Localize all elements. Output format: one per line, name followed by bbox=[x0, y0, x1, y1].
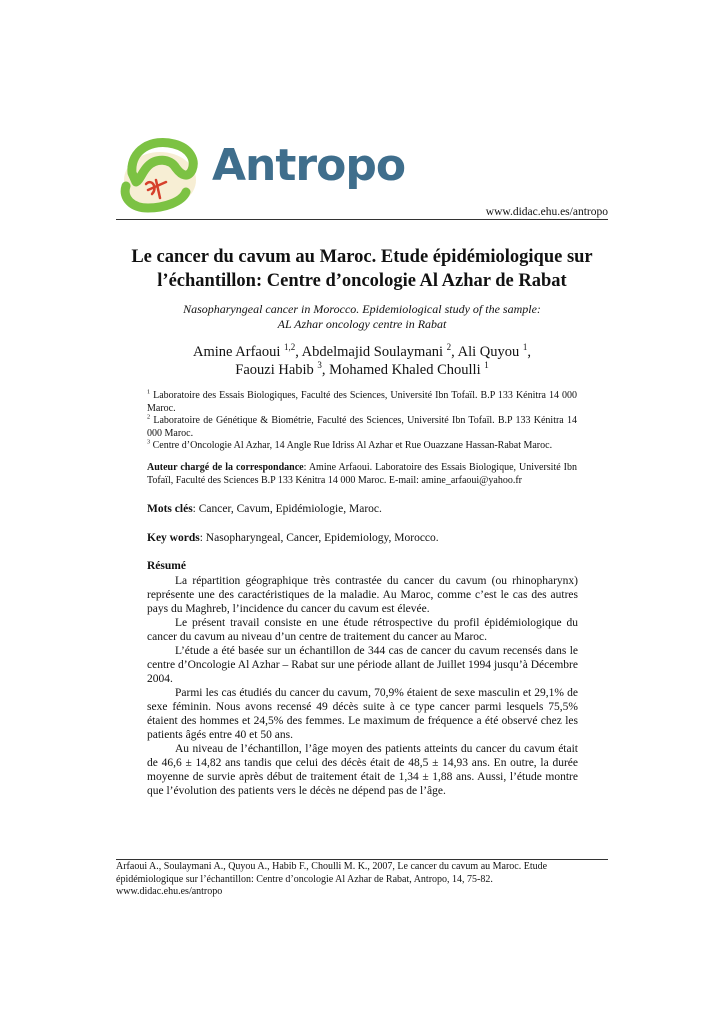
abstract-paragraph: La répartition géographique très contrastée du cancer du cavum (ou rhinopharynx) représente une des caractéristiques de la maladie. Au Maroc, comme c’est le cas des autres pays du Maghreb, l’incidence du cancer du cavum est élevée. bbox=[147, 575, 578, 615]
author-line bbox=[116, 343, 608, 361]
citation-line: Arfaoui A., Soulaymani A., Quyou A., Habib F., Choulli M. K., 2007, Le cancer du cavum au Maroc. Etude bbox=[116, 861, 548, 872]
title-line: Le cancer du cavum au Maroc. Etude épidémiologique sur bbox=[131, 247, 593, 267]
footer-divider bbox=[116, 859, 608, 860]
affiliation-item bbox=[147, 390, 577, 415]
abstract-paragraph: L’étude a été basée sur un échantillon de 344 cas de cancer du cavum recensés dans le centre d’Oncologie Al Azhar – Rabat sur une période allant de Juillet 1994 jusqu’à Décembre 2004. bbox=[147, 645, 578, 685]
affiliation-item bbox=[147, 440, 577, 453]
logo-wordmark: Antropo bbox=[212, 140, 406, 191]
author-name: , Ali Quyou bbox=[451, 344, 520, 360]
author-name: Faouzi Habib bbox=[235, 362, 314, 378]
author-name: , Abdelmajid Soulaymani bbox=[295, 344, 444, 360]
affiliation-text: Laboratoire de Génétique & Biométrie, Faculté des Sciences, Université Ibn Tofaïl. B.P 133 Kénitra 14 000 Maroc. bbox=[147, 415, 577, 439]
antropo-logo bbox=[112, 128, 406, 218]
author-affil-sup: 2 bbox=[446, 342, 452, 353]
affiliation-text: Laboratoire des Essais Biologiques, Faculté des Sciences, Université Ibn Tofaïl. B.P 133 Kénitra 14 000 Maroc. bbox=[147, 390, 577, 414]
affiliation-sup: 2 bbox=[147, 413, 151, 421]
citation-line: épidémiologique sur l’échantillon: Centre d’oncologie Al Azhar de Rabat, Antropo, 14, 75-82. bbox=[116, 873, 493, 885]
affiliation-text: Centre d’Oncologie Al Azhar, 14 Angle Rue Idriss Al Azhar et Rue Ouazzane Hassan-Rabat Maroc. bbox=[150, 440, 553, 451]
keywords-fr-label: Mots clés bbox=[147, 503, 193, 515]
author-affil-sup: 1 bbox=[522, 342, 528, 353]
abstract-paragraph: Parmi les cas étudiés du cancer du cavum, 70,9% étaient de sexe masculin et 29,1% de sexe féminin. Nous avons recensé 49 décès suite à ce type cancer parmi lesquels 75,5% étaient des hommes et 24,5% des femmes. Le maximum de fréquence a été observé chez les patients âgés entre 40 et 50 ans. bbox=[147, 687, 578, 741]
affiliation-sup: 3 bbox=[147, 438, 151, 446]
article-title bbox=[116, 245, 608, 293]
author-name: Amine Arfaoui bbox=[192, 344, 281, 360]
correspondence-label: Auteur chargé de la correspondance bbox=[147, 462, 304, 473]
logo-emblem-icon bbox=[112, 128, 212, 218]
author-affil-sup: 3 bbox=[317, 360, 322, 371]
citation-footer bbox=[116, 861, 608, 899]
abstract-paragraph: Au niveau de l’échantillon, l’âge moyen des patients atteints du cancer du cavum était de 46,6 ± 14,82 ans tandis que celui des décès était de 48,5 ± 14,93 ans. En outre, la durée moyenne de survie après début de traitement était de 1,34 ± 1,88 ans. Aussi, l’étude montre que l’évolution des patients vers le décès ne dépend pas de l’âge. bbox=[147, 743, 578, 797]
keywords-en-text: : Nasopharyngeal, Cancer, Epidemiology, Morocco. bbox=[199, 532, 439, 544]
author-separator: , bbox=[527, 344, 531, 360]
correspondence-text: : Amine Arfaoui. Laboratoire des Essais Biologique, Université Ibn Tofaïl, Faculté des Sciences B.P 133 Kénitra 14 000 Maroc. E-mail: amine_arfaoui@yahoo.fr bbox=[147, 462, 577, 486]
abstract-body bbox=[147, 574, 578, 798]
abstract-paragraph: Le présent travail consiste en une étude rétrospective du profil épidémiologique du cancer du cavum au niveau d’un centre de traitement du cancer au Maroc. bbox=[147, 617, 578, 643]
english-title bbox=[116, 302, 608, 332]
correspondence bbox=[147, 462, 577, 487]
header-divider bbox=[116, 219, 608, 220]
journal-url[interactable]: www.didac.ehu.es/antropo bbox=[485, 206, 608, 218]
keywords-fr-text: : Cancer, Cavum, Epidémiologie, Maroc. bbox=[192, 503, 382, 515]
citation-url[interactable]: www.didac.ehu.es/antropo bbox=[116, 886, 223, 897]
keywords-en-label: Key words bbox=[147, 532, 200, 544]
author-list bbox=[116, 343, 608, 379]
affiliations bbox=[147, 390, 577, 453]
subtitle-line: Nasopharyngeal cancer in Morocco. Epidemiological study of the sample: bbox=[183, 302, 541, 316]
abstract-heading: Résumé bbox=[147, 560, 186, 572]
keywords-fr bbox=[147, 503, 382, 515]
author-affil-sup: 1,2 bbox=[284, 342, 296, 353]
author-name: , Mohamed Khaled Choulli bbox=[321, 362, 481, 378]
author-affil-sup: 1 bbox=[484, 360, 489, 371]
subtitle-line: AL Azhar oncology centre in Rabat bbox=[277, 317, 447, 331]
author-line bbox=[116, 361, 608, 379]
title-line: l’échantillon: Centre d’oncologie Al Azhar de Rabat bbox=[157, 271, 567, 291]
keywords-en bbox=[147, 532, 439, 544]
affiliation-item bbox=[147, 415, 577, 440]
affiliation-sup: 1 bbox=[147, 388, 151, 396]
